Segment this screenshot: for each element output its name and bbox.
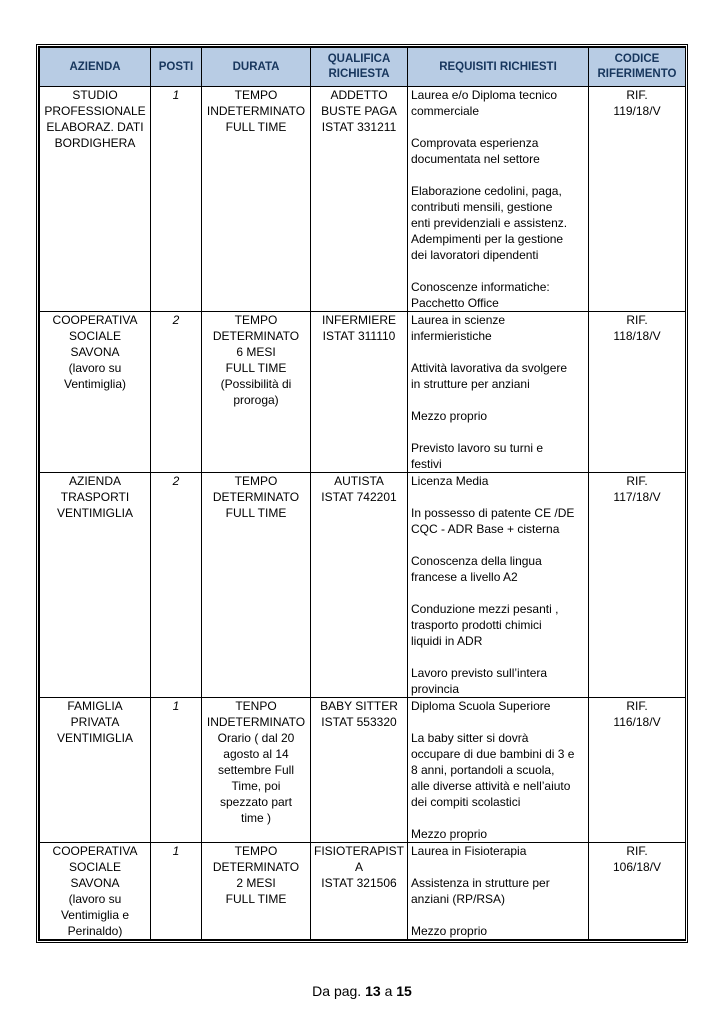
requisiti-line: Licenza Media xyxy=(411,474,489,488)
cell-durata-line: agosto al 14 xyxy=(223,747,289,761)
requisiti-line: Laurea e/o Diploma tecnico xyxy=(411,88,558,102)
cell-azienda-line: VENTIMIGLIA xyxy=(56,506,133,520)
requisiti-line: Conoscenze informatiche: xyxy=(411,280,550,294)
cell-qualifica xyxy=(311,312,408,473)
cell-requisiti xyxy=(408,87,589,312)
cell-durata-line: 6 MESI xyxy=(236,345,276,359)
requisiti-line: Mezzo proprio xyxy=(411,924,488,938)
cell-azienda-line: SAVONA xyxy=(70,345,120,359)
cell-requisiti xyxy=(408,473,589,698)
cell-azienda-line: PROFESSIONALE xyxy=(44,104,146,118)
requisiti-line: alle diverse attività e nell’aiuto xyxy=(411,779,571,793)
requisiti-line: Diploma Scuola Superiore xyxy=(411,699,551,713)
cell-qualifica-line: AUTISTA xyxy=(334,474,384,488)
requisiti-paragraph xyxy=(411,279,585,311)
job-listing-table-frame xyxy=(36,44,688,943)
requisiti-paragraph xyxy=(411,875,585,907)
cell-posti xyxy=(151,473,202,698)
cell-codice-line: 116/18/V xyxy=(613,715,661,729)
cell-codice xyxy=(589,843,686,940)
cell-azienda-line: TRASPORTI xyxy=(60,490,130,504)
requisiti-line: Previsto lavoro su turni e xyxy=(411,441,544,455)
table-row xyxy=(40,843,686,940)
requisiti-paragraph xyxy=(411,360,585,392)
requisiti-line: commerciale xyxy=(411,104,480,118)
requisiti-line: CQC - ADR Base + cisterna xyxy=(411,522,560,536)
requisiti-line: Attività lavorativa da svolgere xyxy=(411,361,568,375)
footer-separator: a xyxy=(384,983,393,999)
cell-durata-line: INDETERMINATO xyxy=(206,104,306,118)
cell-azienda-line: SAVONA xyxy=(70,876,120,890)
job-listing-rows xyxy=(40,87,686,940)
job-listing-table xyxy=(39,47,686,940)
requisiti-line: enti previdenziali e assistenz. xyxy=(411,216,568,230)
cell-codice-line: RIF. xyxy=(626,88,648,102)
cell-azienda-line: COOPERATIVA xyxy=(52,313,138,327)
requisiti-paragraph xyxy=(411,505,585,537)
requisiti-line: Mezzo proprio xyxy=(411,409,488,423)
requisiti-paragraph xyxy=(411,826,585,842)
requisiti-line: in strutture per anziani xyxy=(411,377,530,391)
requisiti-line: In possesso di patente CE /DE xyxy=(411,506,575,520)
requisiti-line: Conduzione mezzi pesanti , xyxy=(411,602,559,616)
requisiti-paragraph xyxy=(411,843,585,859)
cell-azienda-line: ELABORAZ. DATI xyxy=(46,120,144,134)
cell-durata xyxy=(202,473,311,698)
header-requisiti: REQUISITI RICHIESTI xyxy=(408,48,589,87)
requisiti-line: Laurea in Fisioterapia xyxy=(411,844,527,858)
requisiti-paragraph xyxy=(411,87,585,119)
requisiti-paragraph xyxy=(411,183,585,263)
requisiti-paragraph xyxy=(411,730,585,810)
cell-codice xyxy=(589,87,686,312)
requisiti-paragraph xyxy=(411,665,585,697)
header-azienda: AZIENDA xyxy=(40,48,151,87)
cell-azienda-line: STUDIO xyxy=(72,88,118,102)
table-row xyxy=(40,87,686,312)
requisiti-line: dei compiti scolastici xyxy=(411,795,521,809)
footer-page-to: 15 xyxy=(396,983,412,999)
requisiti-line: documentata nel settore xyxy=(411,152,540,166)
header-posti: POSTI xyxy=(151,48,202,87)
cell-qualifica-line: A xyxy=(354,860,363,874)
requisiti-line: trasporto prodotti chimici xyxy=(411,618,542,632)
cell-qualifica xyxy=(311,473,408,698)
cell-qualifica xyxy=(311,87,408,312)
cell-posti-value: 1 xyxy=(172,844,180,858)
cell-requisiti xyxy=(408,312,589,473)
footer-page-from: 13 xyxy=(365,983,381,999)
cell-posti xyxy=(151,87,202,312)
requisiti-line: Assistenza in strutture per xyxy=(411,876,550,890)
cell-posti xyxy=(151,843,202,940)
cell-qualifica-line: ISTAT 553320 xyxy=(321,715,397,729)
requisiti-line: Comprovata esperienza xyxy=(411,136,539,150)
requisiti-paragraph xyxy=(411,553,585,585)
cell-qualifica-line: ISTAT 331211 xyxy=(321,120,397,134)
cell-posti-value: 1 xyxy=(172,88,180,102)
cell-durata-line: (Possibilità di xyxy=(220,377,292,391)
cell-durata-line: TEMPO xyxy=(234,88,278,102)
cell-qualifica xyxy=(311,698,408,843)
requisiti-line: contributi mensili, gestione xyxy=(411,200,553,214)
requisiti-paragraph xyxy=(411,135,585,167)
cell-qualifica-line: BABY SITTER xyxy=(320,699,398,713)
cell-codice-line: RIF. xyxy=(626,313,648,327)
cell-durata xyxy=(202,312,311,473)
cell-durata-line: TENPO xyxy=(235,699,277,713)
cell-azienda xyxy=(40,87,151,312)
requisiti-line: Adempimenti per la gestione xyxy=(411,232,564,246)
table-row xyxy=(40,698,686,843)
cell-posti xyxy=(151,698,202,843)
table-header-row xyxy=(40,48,686,87)
footer-prefix: Da pag. xyxy=(312,983,362,999)
requisiti-paragraph xyxy=(411,698,585,714)
cell-durata-line: DETERMINATO xyxy=(212,490,300,504)
cell-durata-line: TEMPO xyxy=(234,474,278,488)
requisiti-line: occupare di due bambini di 3 e xyxy=(411,747,575,761)
cell-azienda xyxy=(40,698,151,843)
cell-azienda-line: (lavoro su xyxy=(68,892,122,906)
cell-qualifica xyxy=(311,843,408,940)
cell-codice xyxy=(589,312,686,473)
header-codice: CODICE RIFERIMENTO xyxy=(589,48,686,87)
cell-azienda-line: PRIVATA xyxy=(70,715,120,729)
cell-azienda-line: SOCIALE xyxy=(68,860,122,874)
cell-durata-line: INDETERMINATO xyxy=(206,715,306,729)
cell-codice xyxy=(589,473,686,698)
cell-azienda-line: BORDIGHERA xyxy=(54,136,136,150)
cell-durata-line: 2 MESI xyxy=(236,876,276,890)
cell-durata-line: time ) xyxy=(241,811,271,825)
requisiti-line: Lavoro previsto sull’intera xyxy=(411,666,548,680)
cell-durata-line: FULL TIME xyxy=(225,120,287,134)
cell-posti-value: 2 xyxy=(172,313,180,327)
requisiti-line: 8 anni, portandoli a scuola, xyxy=(411,763,555,777)
table-row xyxy=(40,312,686,473)
cell-durata xyxy=(202,87,311,312)
header-durata: DURATA xyxy=(202,48,311,87)
cell-qualifica-line: ISTAT 311110 xyxy=(322,329,396,343)
cell-qualifica-line: INFERMIERE xyxy=(321,313,396,327)
cell-durata-line: TEMPO xyxy=(234,844,278,858)
cell-durata-line: settembre Full xyxy=(217,763,295,777)
cell-azienda-line: Ventimiglia) xyxy=(63,377,127,391)
header-qualifica: QUALIFICA RICHIESTA xyxy=(311,48,408,87)
requisiti-line: provincia xyxy=(411,682,460,696)
cell-codice xyxy=(589,698,686,843)
cell-codice-line: RIF. xyxy=(626,474,648,488)
cell-requisiti xyxy=(408,843,589,940)
table-row xyxy=(40,473,686,698)
requisiti-line: infermieristiche xyxy=(411,329,492,343)
cell-durata-line: DETERMINATO xyxy=(212,860,300,874)
cell-qualifica-line: FISIOTERAPIST xyxy=(314,844,405,858)
cell-azienda-line: SOCIALE xyxy=(68,329,122,343)
cell-azienda-line: AZIENDA xyxy=(68,474,121,488)
cell-posti xyxy=(151,312,202,473)
cell-azienda xyxy=(40,473,151,698)
requisiti-line: Pacchetto Office xyxy=(411,296,499,310)
page-footer xyxy=(0,983,724,999)
cell-qualifica-line: ISTAT 742201 xyxy=(321,490,397,504)
requisiti-paragraph xyxy=(411,312,585,344)
cell-durata-line: proroga) xyxy=(233,393,279,407)
cell-azienda-line: FAMIGLIA xyxy=(67,699,123,713)
cell-qualifica-line: BUSTE PAGA xyxy=(321,104,397,118)
cell-durata-line: spezzato part xyxy=(219,795,293,809)
cell-azienda-line: Ventimiglia e xyxy=(60,908,130,922)
cell-azienda-line: (lavoro su xyxy=(68,361,122,375)
cell-durata-line: TEMPO xyxy=(234,313,278,327)
cell-posti-value: 1 xyxy=(172,699,180,713)
cell-codice-line: RIF. xyxy=(626,844,648,858)
requisiti-paragraph xyxy=(411,923,585,939)
requisiti-line: Laurea in scienze xyxy=(411,313,506,327)
requisiti-line: Mezzo proprio xyxy=(411,827,488,841)
cell-codice-line: RIF. xyxy=(626,699,648,713)
cell-requisiti xyxy=(408,698,589,843)
cell-qualifica-line: ADDETTO xyxy=(330,88,388,102)
cell-posti-value: 2 xyxy=(172,474,180,488)
cell-durata-line: FULL TIME xyxy=(225,361,287,375)
cell-codice-line: 118/18/V xyxy=(613,329,661,343)
cell-azienda-line: Perinaldo) xyxy=(67,924,123,938)
cell-azienda xyxy=(40,312,151,473)
requisiti-line: francese a livello A2 xyxy=(411,570,518,584)
cell-durata-line: FULL TIME xyxy=(225,892,287,906)
cell-codice-line: 117/18/V xyxy=(613,490,661,504)
cell-durata-line: Time, poi xyxy=(231,779,281,793)
requisiti-paragraph xyxy=(411,601,585,649)
requisiti-line: Conoscenza della lingua xyxy=(411,554,542,568)
requisiti-paragraph xyxy=(411,440,585,472)
cell-durata-line: DETERMINATO xyxy=(212,329,300,343)
cell-durata xyxy=(202,843,311,940)
cell-durata xyxy=(202,698,311,843)
requisiti-line: La baby sitter si dovrà xyxy=(411,731,529,745)
cell-azienda-line: COOPERATIVA xyxy=(52,844,138,858)
cell-azienda-line: VENTIMIGLIA xyxy=(56,731,133,745)
cell-durata-line: FULL TIME xyxy=(225,506,287,520)
requisiti-line: liquidi in ADR xyxy=(411,634,483,648)
cell-durata-line: Orario ( dal 20 xyxy=(217,731,295,745)
requisiti-paragraph xyxy=(411,473,585,489)
requisiti-line: Elaborazione cedolini, paga, xyxy=(411,184,562,198)
requisiti-line: anziani (RP/RSA) xyxy=(411,892,506,906)
cell-azienda xyxy=(40,843,151,940)
requisiti-paragraph xyxy=(411,408,585,424)
cell-codice-line: 119/18/V xyxy=(613,104,661,118)
cell-codice-line: 106/18/V xyxy=(612,860,662,874)
cell-qualifica-line: ISTAT 321506 xyxy=(321,876,397,890)
requisiti-line: festivi xyxy=(411,457,442,471)
requisiti-line: dei lavoratori dipendenti xyxy=(411,248,539,262)
